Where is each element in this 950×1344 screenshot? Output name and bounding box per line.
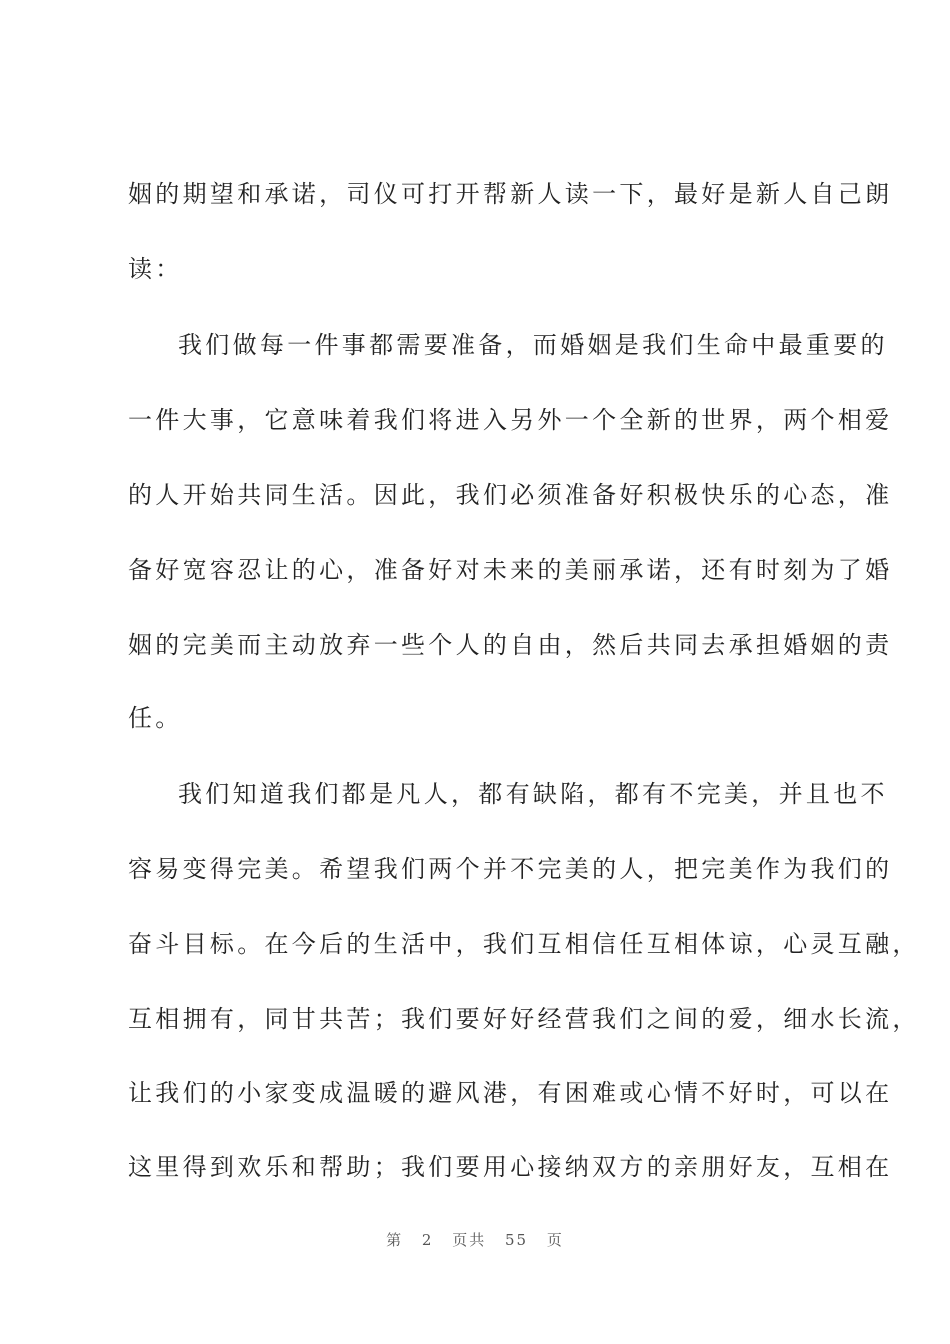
text-line: 的人开始共同生活。因此，我们必须准备好积极快乐的心态，准 — [128, 481, 893, 509]
footer-prefix: 第 — [386, 1231, 404, 1249]
text-line: 读： — [128, 255, 183, 283]
footer-middle: 页共 — [452, 1231, 487, 1249]
text-line: 任。 — [128, 704, 183, 732]
text-line: 姻的期望和承诺，司仪可打开帮新人读一下，最好是新人自己朗 — [128, 180, 893, 208]
text-line: 让我们的小家变成温暖的避风港，有困难或心情不好时，可以在 — [128, 1079, 893, 1107]
footer-page-number: 2 — [421, 1231, 434, 1249]
text-line: 这里得到欢乐和帮助；我们要用心接纳双方的亲朋好友，互相在 — [128, 1153, 893, 1181]
text-line: 备好宽容忍让的心，准备好对未来的美丽承诺，还有时刻为了婚 — [128, 556, 893, 584]
text-line: 姻的完美而主动放弃一些个人的自由，然后共同去承担婚姻的责 — [128, 631, 893, 659]
footer-suffix: 页 — [546, 1231, 564, 1249]
text-line: 我们知道我们都是凡人，都有缺陷，都有不完美，并且也不 — [178, 780, 888, 808]
text-line: 容易变得完美。希望我们两个并不完美的人，把完美作为我们的 — [128, 855, 893, 883]
page-footer — [0, 1229, 950, 1250]
text-line: 一件大事，它意味着我们将进入另外一个全新的世界，两个相爱 — [128, 406, 893, 434]
text-line: 我们做每一件事都需要准备，而婚姻是我们生命中最重要的 — [178, 331, 888, 359]
text-line: 互相拥有，同甘共苦；我们要好好经营我们之间的爱，细水长流， — [128, 1005, 920, 1033]
text-line: 奋斗目标。在今后的生活中，我们互相信任互相体谅，心灵互融， — [128, 930, 920, 958]
footer-total-pages: 55 — [505, 1231, 529, 1249]
